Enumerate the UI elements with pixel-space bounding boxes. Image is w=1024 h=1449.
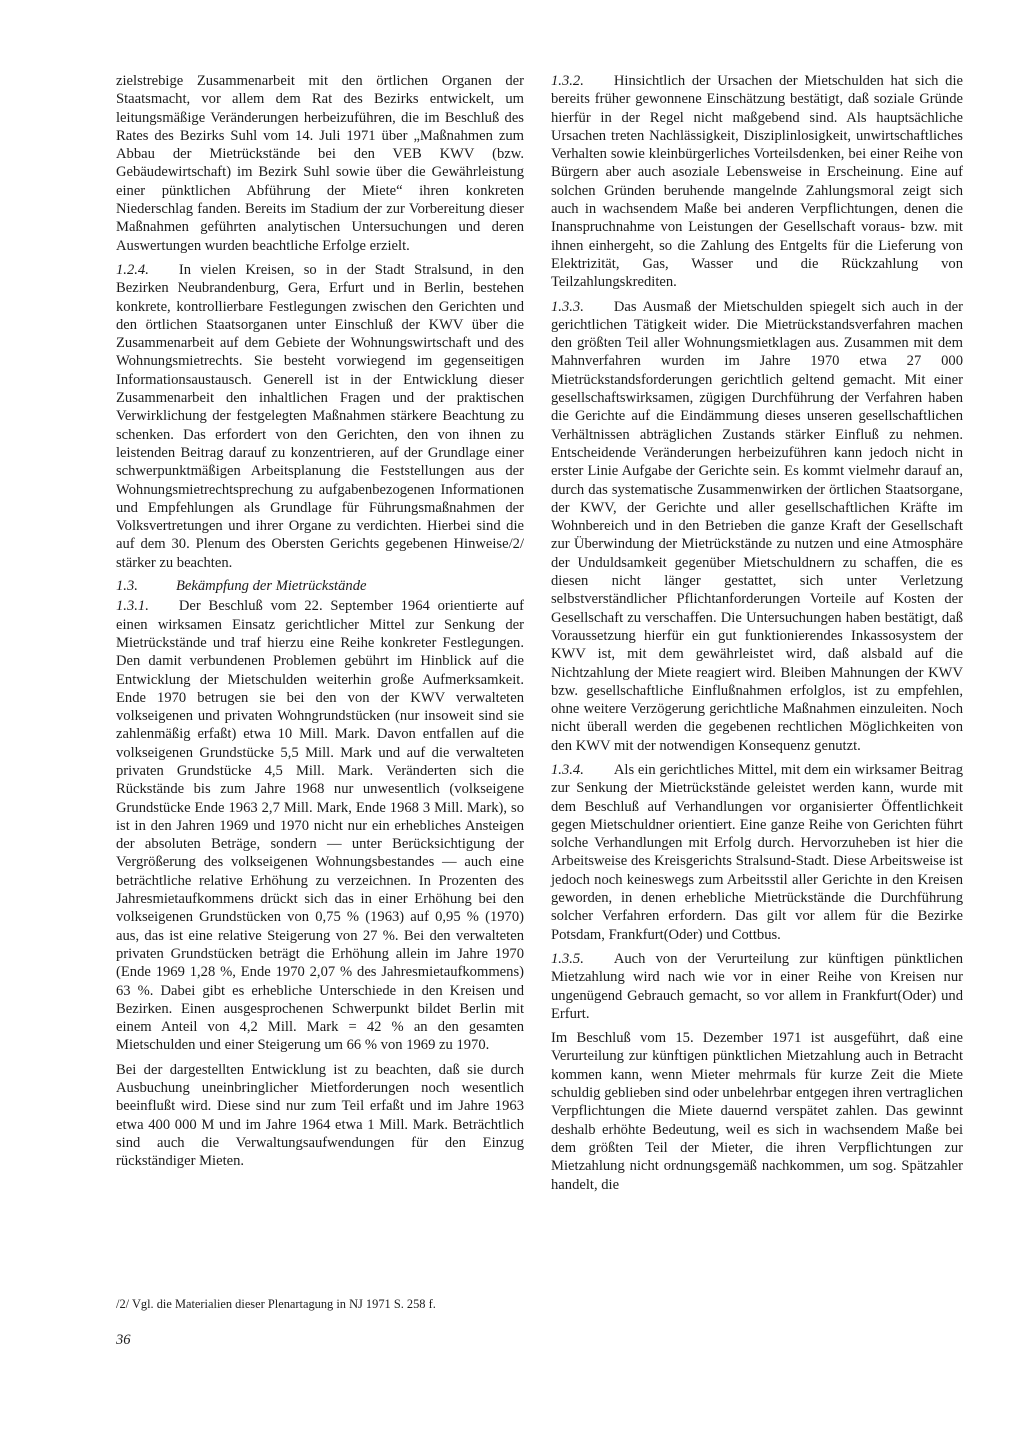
paragraph-number: 1.3.5. xyxy=(551,950,584,967)
paragraph-1-3-5-continued: Im Beschluß vom 15. Dezember 1971 ist ausgeführt, daß eine Verurteilung zur künftigen pünktlichen Mietzahlung auch in Betracht kommen kann, wenn Mieter mehrmals für kurze Zeit die Miete schuldig geblieben sind oder unbelehrbar entgegen ihren vertraglichen Verpflichtungen die Miete dauernd verspätet zahlen. Das gewinnt deshalb erhöhte Bedeutung, weil es sich in wachsendem Maße bei dem größten Teil der Mieter, die ihren Verpflichtungen zur Mietzahlung nicht ordnungsgemäß nachkommen, um sog. Spätzahler handelt, die xyxy=(551,1030,963,1193)
paragraph-number: 1.2.4. xyxy=(116,261,149,278)
paragraph-intro: zielstrebige Zusammenarbeit mit den örtlichen Organen der Staatsmacht, vor allem dem Rat des Bezirks entwickelt, um leitungsmäßige Veränderungen herbeizuführen, die im Beschluß des Rates des Bezirks Suhl vom 14. Juli 1971 über „Maßnahmen zum Abbau der Mietrückstände bei den VEB KWV (bzw. Gebäudewirtschaft) im Bezirk Suhl sowie über die Gewährleistung einer pünktlichen Abführung der Miete“ ihren konkreten Niederschlag fanden. Bereits im Stadium der zur Vorbereitung dieser Maßnahmen geführten analytischen Untersuchungen und deren Auswertungen wurden beachtliche Erfolge erzielt. xyxy=(116,73,524,254)
paragraph-text: Auch von der Verurteilung zur künftigen pünktlichen Mietzahlung wird nach wie vor in einer Reihe von Kreisen nur ungenügend Gebrauch gemacht, so vor allem in Frankfurt(Oder) und Erfurt. xyxy=(551,950,963,1022)
page-number: 36 xyxy=(116,1332,131,1348)
left-column xyxy=(116,72,524,1171)
paragraph-1-3-1-continued: Bei der dargestellten Entwicklung ist zu beachten, daß sie durch Ausbuchung uneinbringlicher Mietforderungen noch wesentlich beeinflußt wird. Diese sind nur zum Teil erfaßt und im Jahre 1963 etwa 400 000 M und im Jahre 1964 etwa 1 Mill. Mark. Beträchtlich sind auch die Verwaltungsaufwendungen für den Einzug rückständiger Mieten. xyxy=(116,1061,524,1170)
paragraph-number: 1.3.1. xyxy=(116,598,149,615)
paragraph-text: Das Ausmaß der Mietschulden spiegelt sich auch in der gerichtlichen Tätigkeit wider. Die Mietrückstandsverfahren machen den größten Teil aller Wohnungsmietklagen aus. Zusammen mit dem Mahnverfahren wurden im Jahre 1970 etwa 27 000 Mietrückstandsforderungen gerichtlich geltend gemacht. Mit einer gesellschaftswirksamen, zügigen Durchführung der Verfahren haben die Gerichte auf die Eindämmung dieses unseren gesellschaftlichen Verhältnissen abträglichen Zustands stärker Einfluß zu nehmen. Entscheidende Veränderungen herbeizuführen kann jedoch nicht in erster Linie Aufgabe der Gerichte sein. Es kommt vielmehr darauf an, durch das systematische Zusammenwirken der örtlichen Staatsorgane, der KWV, der Gerichte und aller gesellschaftlichen Kräfte im Wohnbereich und in den Betrieben die ganze Kraft der Gesellschaft zur Überwindung der Mietrückstände zu nutzen und eine Atmosphäre der Unduldsamkeit gegenüber Mietschuldnern zu schaffen, die es diesen nicht länger gestattet, sich unter Verletzung selbstverständlicher Pflichtanforderungen Vorteile auf Kosten der Gesellschaft zu verschaffen. Die Untersuchungen haben bestätigt, daß Voraussetzung hierfür ein gut funktionierendes Inkassosystem der KWV ist, mit dem gewährleistet wird, daß alsbald auf die Nichtzahlung der Miete reagiert wird. Bleiben Mahnungen der KWV bzw. gesellschaftliche Einflußnahmen erfolglos, ist zu empfehlen, ohne weitere Verzögerung gerichtliche Maßnahmen einzuleiten. Noch nicht überall werden die gegebenen rechtlichen Möglichkeiten von den KWV mit der notwendigen Konsequenz genutzt. xyxy=(551,298,963,754)
right-column xyxy=(551,72,963,1194)
paragraph-1-2-4 xyxy=(116,261,524,572)
paragraph-number: 1.3.3. xyxy=(551,298,584,315)
paragraph-number: 1.3.4. xyxy=(551,761,584,778)
paragraph-1-3-5 xyxy=(551,950,963,1023)
section-heading-1-3 xyxy=(116,577,524,595)
paragraph-1-3-4 xyxy=(551,761,963,944)
paragraph-text: Hinsichtlich der Ursachen der Mietschulden hat sich die bereits früher gewonnene Einschätzung bestätigt, daß soziale Gründe hierfür in der Regel nicht maßgebend sind. Als hauptsächliche Ursachen treten Nachlässigkeit, Disziplinlosigkeit, unwirtschaftliches Verhalten sowie kleinbürgerliches Vorteilsdenken, bei einer Reihe von Bürgern aber auch asoziale Lebensweise in Erscheinung. Eine auf solchen Gründen beruhende mangelnde Zahlungsmoral zeigt sich auch in wachsendem Maße bei anderen Verpflichtungen, denen die Inanspruchnahme von Leistungen der Gesellschaft voraus- bzw. mit ihnen einhergeht, so die Zahlung des Entgelts für die Lieferung von Elektrizität, Gas, Wasser und die Rückzahlung von Teilzahlungskrediten. xyxy=(551,73,963,291)
paragraph-text: In vielen Kreisen, so in der Stadt Stralsund, in den Bezirken Neubrandenburg, Gera, Erfurt und in Berlin, bestehen konkrete, kontrollierbare Festlegungen zwischen den Gerichten und den örtlichen Staatsorganen unter Einschluß der KWV über die Zusammenarbeit auf dem Gebiete der Wohnungswirtschaft und des Wohnungsmietrechts. Sie besteht vorwiegend im gegenseitigen Informationsaustausch. Generell ist in der Entwicklung dieser Zusammenarbeit den inhaltlichen Fragen und der praktischen Verwirklichung der festgelegten Maßnahmen stärkere Beachtung zu schenken. Das erfordert von den Gerichten, den von ihnen zu leistenden Beitrag darauf zu konzentrieren, auf der Grundlage einer schwerpunktmäßigen Arbeitsplanung die Feststellungen aus der Wohnungsmietrechtsprechung zu aufgabenbezogenen Informationen und Empfehlungen als Grundlage für Führungsmaßnahmen der Volksvertretungen und ihrer Organe zu verdichten. Hierbei sind die auf dem 30. Plenum des Obersten Gerichts gegebenen Hinweise/2/ stärker zu beachten. xyxy=(116,261,524,571)
paragraph-1-3-2 xyxy=(551,72,963,292)
paragraph-number: 1.3.2. xyxy=(551,73,584,89)
paragraph-1-3-1 xyxy=(116,597,524,1054)
section-title: Bekämpfung der Mietrückstände xyxy=(176,578,367,595)
paragraph-1-3-3 xyxy=(551,298,963,755)
paragraph-text: Als ein gerichtliches Mittel, mit dem ein wirksamer Beitrag zur Senkung der Mietrückstände geleistet werden kann, wurde mit dem Beschluß auf Verhandlungen vor organisierter Öffentlichkeit gegen Mietschuldner orientiert. Eine ganze Reihe von Gerichten führt solche Verhandlungen mit Erfolg durch. Hervorzuheben ist hier die Arbeitsweise des Kreisgerichts Stralsund-Stadt. Diese Arbeitsweise ist jedoch noch keineswegs zum Arbeitsstil aller Gerichte in den Kreisen geworden, in denen erhebliche Mietrückstände die Durchführung solcher Verfahren erfordern. Das gilt vor allem für die Bezirke Potsdam, Frankfurt(Oder) und Cottbus. xyxy=(551,761,963,943)
footnote: /2/ Vgl. die Materialien dieser Plenartagung in NJ 1971 S. 258 f. xyxy=(116,1297,436,1311)
paragraph-text: Der Beschluß vom 22. September 1964 orientierte auf einen wirksamen Einsatz gerichtlicher Mittel zur Senkung der Mietrückstände und traf hierzu eine Reihe konkreter Festlegungen. Den damit verbundenen Problemen gebührt im Hinblick auf die Entwicklung der Mietschulden weiterhin große Aufmerksamkeit. Ende 1970 betrugen sie bei den von der KWV verwalteten volkseigenen und privaten Wohngrundstücken (nur insoweit sind sie zahlenmäßig erfaßt) etwa 10 Mill. Mark. Davon entfallen auf die volkseigenen Grundstücke 5,5 Mill. Mark und auf die verwalteten privaten Grundstücke 4,5 Mill. Mark. Veränderten sich die Rückstände bis zum Jahre 1968 nur unwesentlich (volkseigene Grundstücke Ende 1963 2,7 Mill. Mark, Ende 1968 3 Mill. Mark), so ist in den Jahren 1969 und 1970 nicht nur ein erhebliches Ansteigen der absoluten Beträge, sondern — unter Berücksichtigung der Vergrößerung des volkseigenen Wohnungsbestandes — auch eine beträchtliche relative Erhöhung zu verzeichnen. In Prozenten des Jahresmietaufkommens drückt sich das in einer Erhöhung bei den volkseigenen Grundstücken von 0,75 % (1963) auf 0,95 % (1970) aus, das ist eine relative Steigerung von 27 %. Bei den verwalteten privaten Grundstücken beträgt die Erhöhung allein im Jahre 1970 (Ende 1969 1,28 %, Ende 1970 2,07 % des Jahresmietaufkommens) 63 %. Dabei gibt es erhebliche Unterschiede in den Kreisen und Bezirken. Einen ausgesprochenen Schwerpunkt bildet Berlin mit einem Anteil von 4,2 Mill. Mark = 42 % an den gesamten Mietschulden und einer Steigerung um 66 % von 1969 zu 1970. xyxy=(116,598,524,1054)
section-number: 1.3. xyxy=(116,578,138,595)
